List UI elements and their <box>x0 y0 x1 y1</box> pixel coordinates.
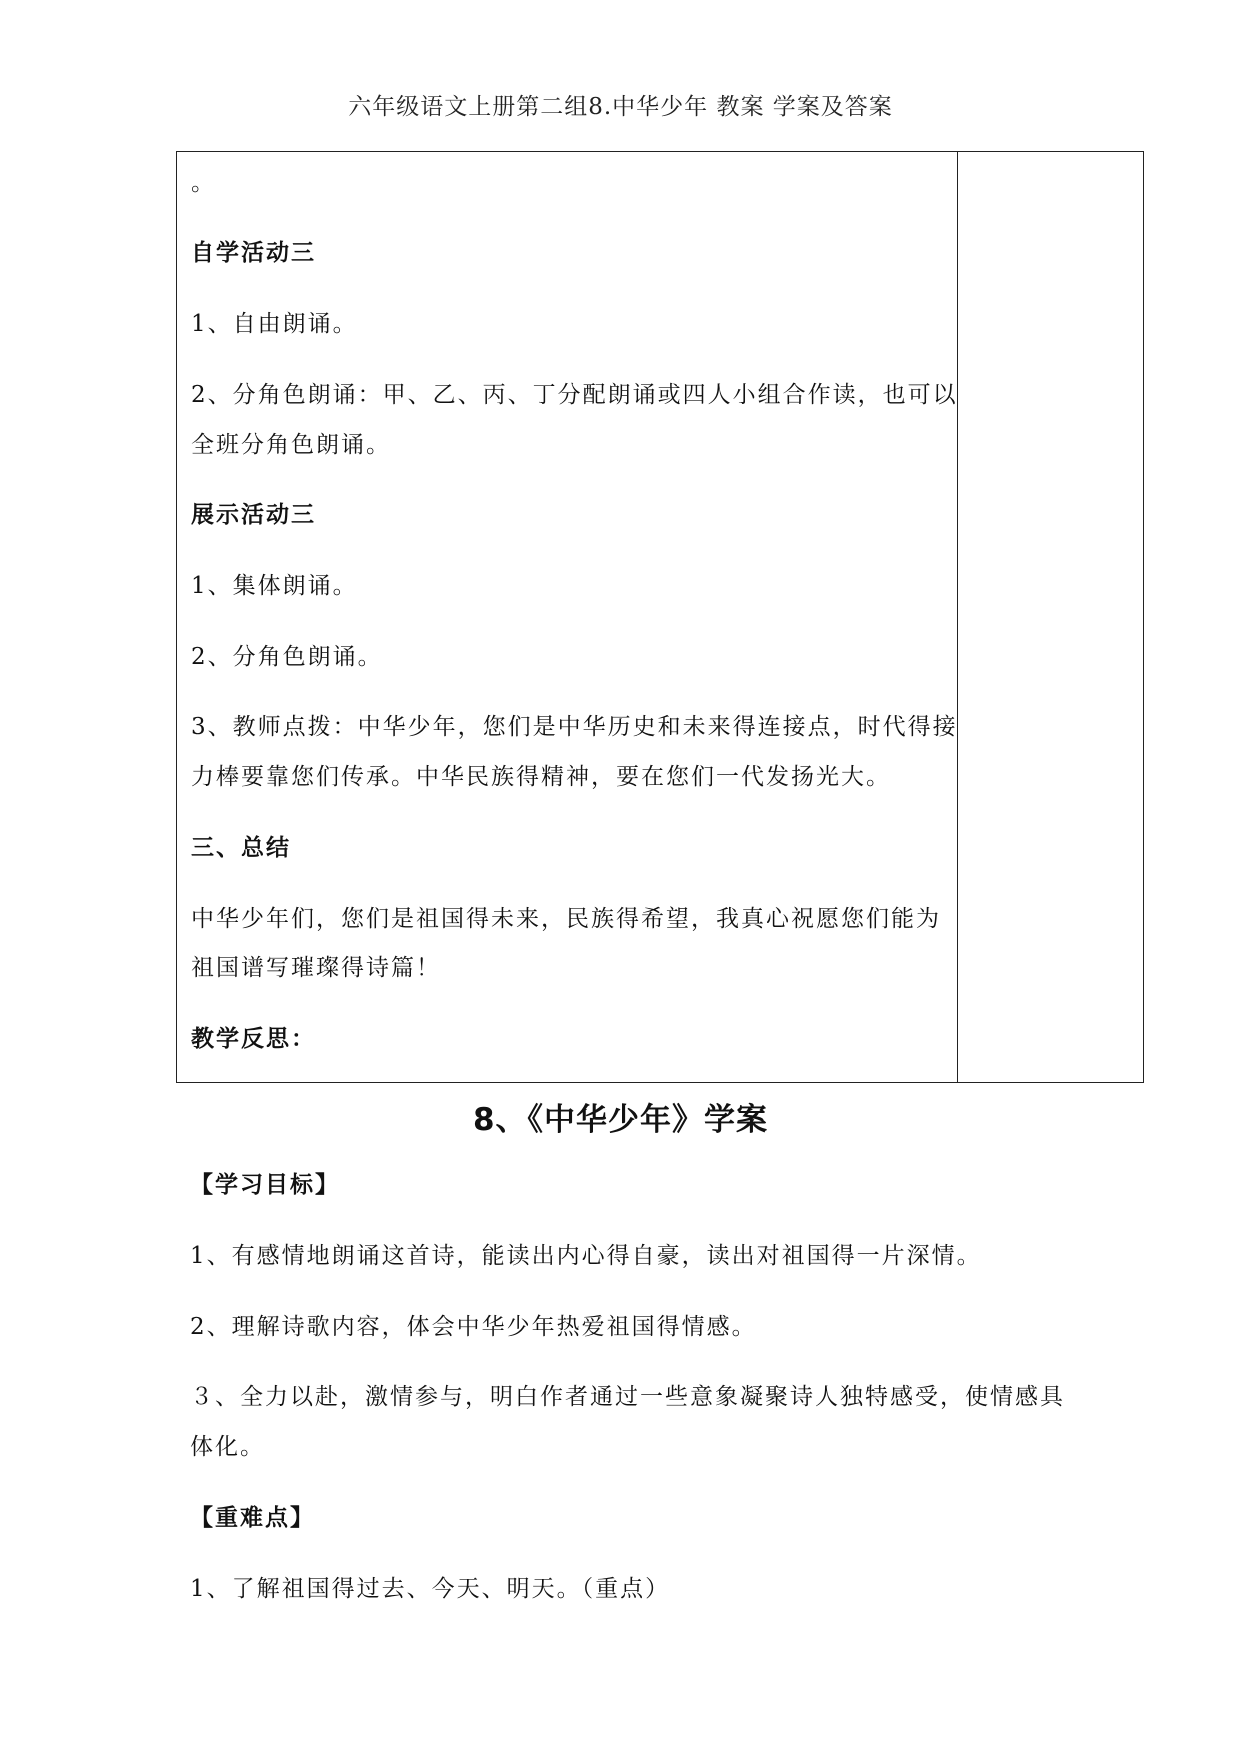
text-line: 2、分角色朗诵：甲、乙、丙、丁分配朗诵或四人小组合作读，也可以 <box>191 382 958 408</box>
notes-cell <box>958 152 1143 1082</box>
text-line: 中华少年们，您们是祖国得未来，民族得希望，我真心祝愿您们能为 <box>191 906 941 932</box>
goal-item: 2、理解诗歌内容，体会中华少年热爱祖国得情感。 <box>190 1314 757 1340</box>
section-heading-summary: 三、总结 <box>191 835 291 861</box>
key-point-item: 1、了解祖国得过去、今天、明天。（重点） <box>190 1576 671 1602</box>
section-heading-reflection: 教学反思： <box>191 1026 316 1052</box>
text-line: 1、自由朗诵。 <box>191 311 358 337</box>
text-line: 2、分角色朗诵。 <box>191 644 383 670</box>
goal-item: ３、全力以赴，激情参与，明白作者通过一些意象凝聚诗人独特感受，使情感具 <box>190 1384 1065 1410</box>
section-heading-self-study-3: 自学活动三 <box>191 240 316 266</box>
section-heading-display-3: 展示活动三 <box>191 502 316 528</box>
text-line: 全班分角色朗诵。 <box>191 432 391 458</box>
section-heading-key-points: 【重难点】 <box>190 1505 315 1531</box>
page-header: 六年级语文上册第二组8.中华少年 教案 学案及答案 <box>348 94 893 120</box>
goal-item: 体化。 <box>190 1434 265 1460</box>
lesson-content-cell <box>177 152 958 1082</box>
text-line: 1、集体朗诵。 <box>191 573 358 599</box>
text-line: 力棒要靠您们传承。中华民族得精神，要在您们一代发扬光大。 <box>191 764 891 790</box>
text-line: 3、教师点拨：中华少年，您们是中华历史和未来得连接点，时代得接 <box>191 714 958 740</box>
section-heading-goals: 【学习目标】 <box>190 1172 340 1198</box>
study-plan-title: 8、《中华少年》学案 <box>472 1102 769 1138</box>
text-line: 祖国谱写璀璨得诗篇！ <box>191 955 441 981</box>
goal-item: 1、有感情地朗诵这首诗，能读出内心得自豪，读出对祖国得一片深情。 <box>190 1243 982 1269</box>
text-line: 。 <box>191 170 216 196</box>
lesson-plan-table <box>176 151 1144 1083</box>
